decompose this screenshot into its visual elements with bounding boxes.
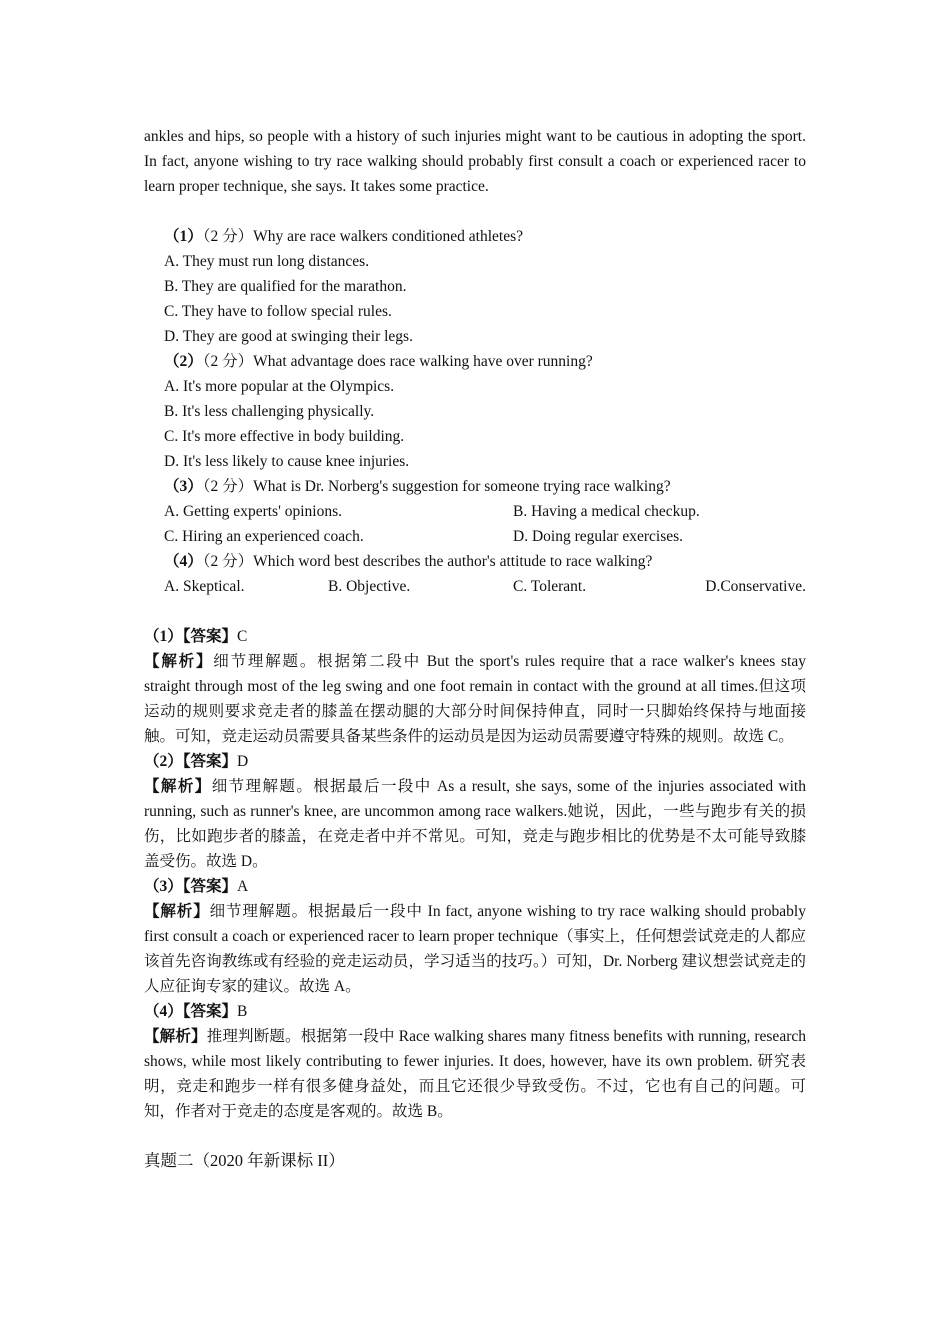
option-a: A. Skeptical.: [164, 578, 245, 595]
option-b: B. Having a medical checkup.: [513, 503, 700, 520]
question-2: [144, 349, 806, 374]
analysis-text: 推理判断题。根据第一段中 Race walking shares many fitness benefits with running, research shows, while most likely contributing to fewer injuries. It does, however, have its own problem. 研究表明，竞走和跑步一样有很多健身益处，而且它还很少导致受伤。不过，它也有自己的问题。可知，作者对于竞走的态度是客观的。故选 B。: [144, 1028, 806, 1120]
analysis-4: [144, 1024, 806, 1124]
analysis-1: [144, 649, 806, 749]
answer-value: D: [237, 753, 249, 770]
analysis-text: 细节理解题。根据第二段中 But the sport's rules require that a race walker's knees stay straight through most of the leg swing and one foot remain in contact with the ground at all times.但这项运动的规则要求竞走者的膝盖在摆动腿的大部分时间保持伸直，同时一只脚始终保持与地面接触。可知，竞走运动员需要具备某些条件的运动员是因为运动员需要遵守特殊的规则。故选 C。: [144, 653, 806, 745]
option-d: D. Doing regular exercises.: [513, 528, 684, 545]
analysis-text: 细节理解题。根据最后一段中 As a result, she says, some of the injuries associated with running, such as runner's knee, are uncommon among race walkers.她说，因此，一些与跑步有关的损伤，比如跑步者的膝盖，在竞走者中并不常见。可知，竞走与跑步相比的优势是不太可能导致膝盖受伤。故选 D。: [144, 778, 806, 870]
question-3: [144, 474, 806, 499]
analysis-3: [144, 899, 806, 999]
question-number: （4）: [164, 553, 203, 570]
question-score: （2 分）: [202, 478, 254, 495]
option-b: B. They are qualified for the marathon.: [164, 278, 407, 295]
option-a: A. It's more popular at the Olympics.: [164, 378, 395, 395]
question-score: （2 分）: [202, 353, 254, 370]
option-d: D. They are good at swinging their legs.: [164, 328, 413, 345]
answer-number: （4）: [144, 1003, 183, 1020]
option-c: C. It's more effective in body building.: [164, 428, 405, 445]
answer-1: [144, 624, 806, 649]
answer-4: [144, 999, 806, 1024]
options-row: [144, 574, 806, 599]
answer-3: [144, 874, 806, 899]
question-text: What advantage does race walking have over running?: [253, 353, 593, 370]
question-number: （2）: [164, 353, 203, 370]
answer-label: 【答案】: [182, 628, 238, 645]
analysis-label: 【解析】: [144, 903, 210, 920]
question-4: [144, 549, 806, 574]
answer-number: （2）: [144, 753, 183, 770]
option-b: B. Objective.: [328, 578, 411, 595]
question-score: （2 分）: [202, 228, 254, 245]
answer-number: （3）: [144, 878, 183, 895]
question-number: （1）: [164, 228, 203, 245]
answer-2: [144, 749, 806, 774]
answer-number: （1）: [144, 628, 183, 645]
question-score: （2 分）: [202, 553, 254, 570]
passage-paragraph: ankles and hips, so people with a history of such injuries might want to be cautious in adopting the sport. In fact, anyone wishing to try race walking should probably first consult a coach or experienced racer to learn proper technique, she says. It takes some practice.: [144, 128, 806, 195]
option-c: C. They have to follow special rules.: [164, 303, 392, 320]
document-page: [144, 124, 806, 1176]
answer-label: 【答案】: [182, 1003, 238, 1020]
option-d: D.Conservative.: [705, 578, 806, 595]
question-text: Which word best describes the author's attitude to race walking?: [253, 553, 653, 570]
option-d: D. It's less likely to cause knee injuries.: [164, 453, 410, 470]
answer-label: 【答案】: [182, 753, 238, 770]
options-row: [144, 524, 806, 549]
analysis-text: 细节理解题。根据最后一段中 In fact, anyone wishing to try race walking should probably first consult a coach or experienced racer to learn proper technique（事实上，任何想尝试竞走的人都应该首先咨询教练或有经验的竞走运动员，学习适当的技巧。）可知，Dr. Norberg 建议想尝试竞走的人应征询专家的建议。故选 A。: [144, 903, 806, 995]
analysis-label: 【解析】: [144, 778, 212, 795]
answer-value: C: [237, 628, 248, 645]
answer-value: B: [237, 1003, 248, 1020]
answer-value: A: [237, 878, 249, 895]
question-number: （3）: [164, 478, 203, 495]
analysis-label: 【解析】: [144, 653, 214, 670]
answer-label: 【答案】: [182, 878, 238, 895]
options-row: [144, 499, 806, 524]
option-a: A. Getting experts' opinions.: [164, 503, 343, 520]
analysis-2: [144, 774, 806, 874]
question-1: [144, 224, 806, 249]
analysis-label: 【解析】: [144, 1028, 207, 1045]
question-text: What is Dr. Norberg's suggestion for someone trying race walking?: [253, 478, 671, 495]
option-b: B. It's less challenging physically.: [164, 403, 375, 420]
option-a: A. They must run long distances.: [164, 253, 370, 270]
option-c: C. Hiring an experienced coach.: [164, 528, 364, 545]
section-title: 真题二（2020 年新课标 II）: [144, 1151, 345, 1170]
question-text: Why are race walkers conditioned athletes?: [253, 228, 523, 245]
option-c: C. Tolerant.: [513, 578, 587, 595]
